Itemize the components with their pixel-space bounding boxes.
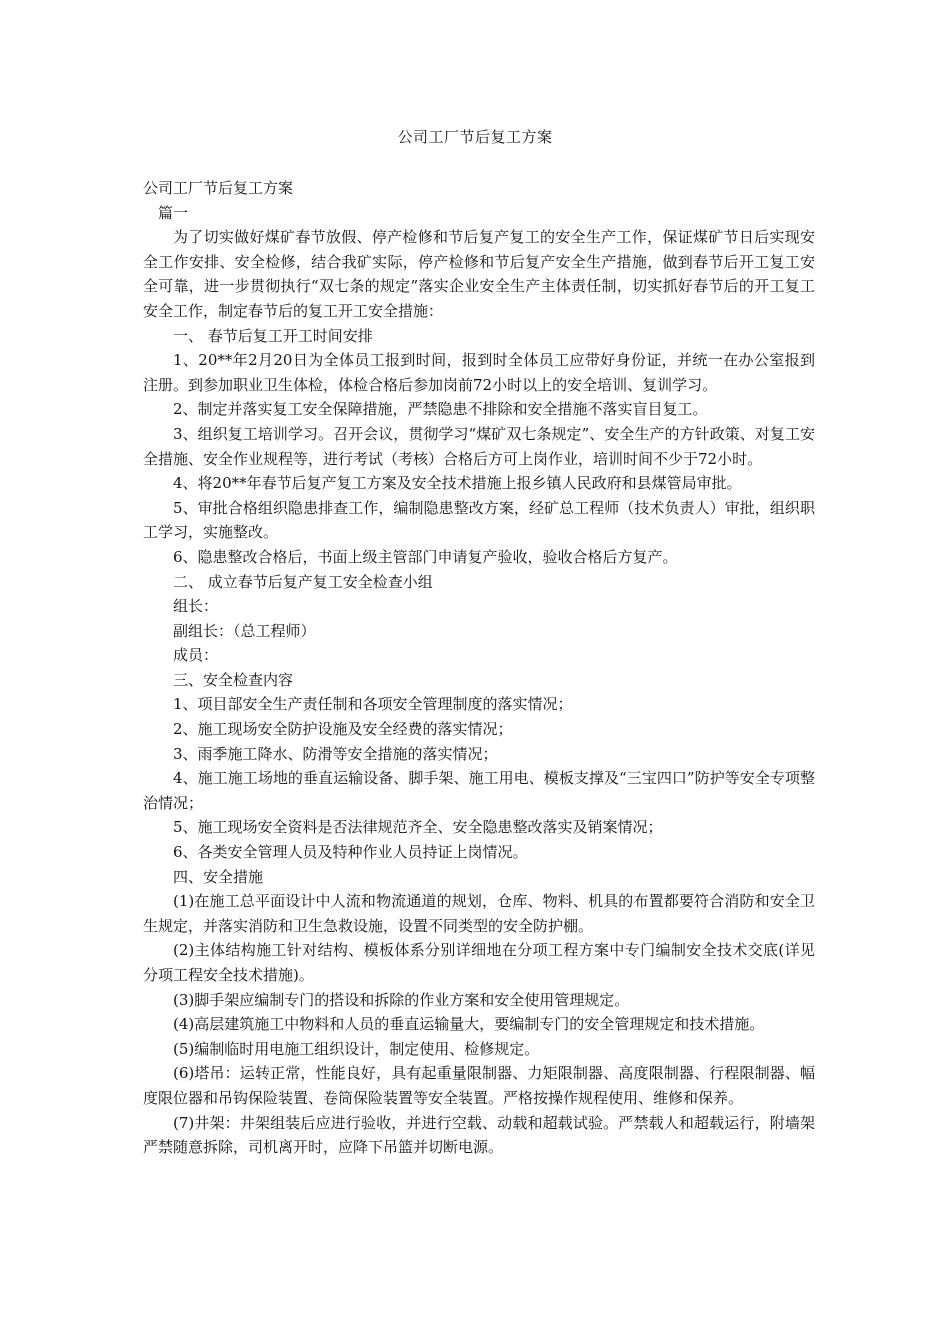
paragraph: 6、隐患整改合格后，书面上级主管部门申请复产验收，验收合格后方复产。: [173, 547, 678, 566]
paragraph: (4)高层建筑施工中物料和人员的垂直运输量大，要编制专门的安全管理规定和技术措施。: [173, 1015, 765, 1034]
paragraph: 2、制定并落实复工安全保障措施，严禁隐患不排除和安全措施不落实盲目复工。: [173, 400, 708, 419]
paragraph: 5、审批合格组织隐患排查工作，编制隐患整改方案，经矿总工程师（技术负责人）审批，组织职工学习，实施整改。: [143, 498, 815, 542]
paragraph: (1)在施工总平面设计中人流和物流通道的规划，仓库、物料、机具的布置都要符合消防和安全卫生规定，并落实消防和卫生急救设施，设置不同类型的安全防护棚。: [143, 892, 815, 935]
paragraph: (7)井架：井架组装后应进行验收，并进行空载、动载和超载试验。严禁载人和超载运行，附墙架严禁随意拆除，司机离开时，应降下吊篮并切断电源。: [143, 1113, 815, 1157]
paragraph: 4、将20**年春节后复产复工方案及安全技术措施上报乡镇人民政府和县煤管局审批。: [173, 474, 742, 493]
heading-1: 一、 春节后复工开工时间安排: [173, 326, 373, 345]
paragraph: (5)编制临时用电施工组织设计，制定使用、检修规定。: [173, 1039, 540, 1058]
paragraph: (3)脚手架应编制专门的搭设和拆除的作业方案和安全使用管理规定。: [173, 990, 630, 1009]
section-label: 篇一: [158, 203, 189, 222]
paragraph: 成员：: [173, 646, 219, 665]
subtitle: 公司工厂节后复工方案: [143, 179, 294, 197]
heading-2: 二、 成立春节后复产复工安全检查小组: [173, 572, 433, 591]
paragraph: 5、施工现场安全资料是否法律规范齐全、安全隐患整改落实及销案情况；: [173, 818, 663, 837]
paragraph: (6)塔吊：运转正常，性能良好，具有起重量限制器、力矩限制器、高度限制器、行程限制器、幅度限位器和吊钩保险装置、卷筒保险装置等安全装置。严格按操作规程使用、维修和保养。: [143, 1064, 815, 1107]
paragraph: 4、施工施工场地的垂直运输设备、脚手架、施工用电、模板支撑及“三宝四口”防护等安全专项整治情况；: [143, 769, 815, 812]
intro-paragraph: 为了切实做好煤矿春节放假、停产检修和节后复产复工的安全生产工作，保证煤矿节日后实现安全工作安排、安全检修，结合我矿实际，停产检修和节后复产安全生产措施，做到春节后开工复工安全可靠，进一步贯彻执行“双七条的规定”落实企业安全生产主体责任制，切实抓好春节后的开工复工安全工作，制定春节后的复工开工安全措施：: [143, 228, 815, 320]
paragraph: 1、20**年2月20日为全体员工报到时间，报到时全体员工应带好身份证，并统一在办公室报到注册。到参加职业卫生体检，体检合格后参加岗前72小时以上的安全培训、复训学习。: [143, 351, 815, 394]
paragraph: 组长：: [173, 597, 219, 616]
paragraph: 副组长：（总工程师）: [173, 621, 316, 640]
paragraph: 6、各类安全管理人员及特种作业人员持证上岗情况。: [173, 843, 528, 862]
paragraph: 3、组织复工培训学习。召开会议，贯彻学习“煤矿双七条规定”、安全生产的方针政策、对复工安全措施、安全作业规程等，进行考试（考核）合格后方可上岗作业，培训时间不少于72小时。: [143, 424, 815, 468]
document-body: [143, 176, 815, 1160]
heading-4: 四、安全措施: [173, 867, 264, 886]
heading-3: 三、安全检查内容: [173, 670, 294, 689]
document-title: 公司工厂节后复工方案: [397, 128, 553, 146]
paragraph: (2)主体结构施工针对结构、模板体系分别详细地在分项工程方案中专门编制安全技术交底(详见分项工程安全技术措施)。: [143, 941, 815, 984]
paragraph: 2、施工现场安全防护设施及安全经费的落实情况；: [173, 720, 513, 739]
paragraph: 3、雨季施工降水、防滑等安全措施的落实情况；: [173, 744, 498, 763]
paragraph: 1、项目部安全生产责任制和各项安全管理制度的落实情况；: [173, 695, 573, 714]
